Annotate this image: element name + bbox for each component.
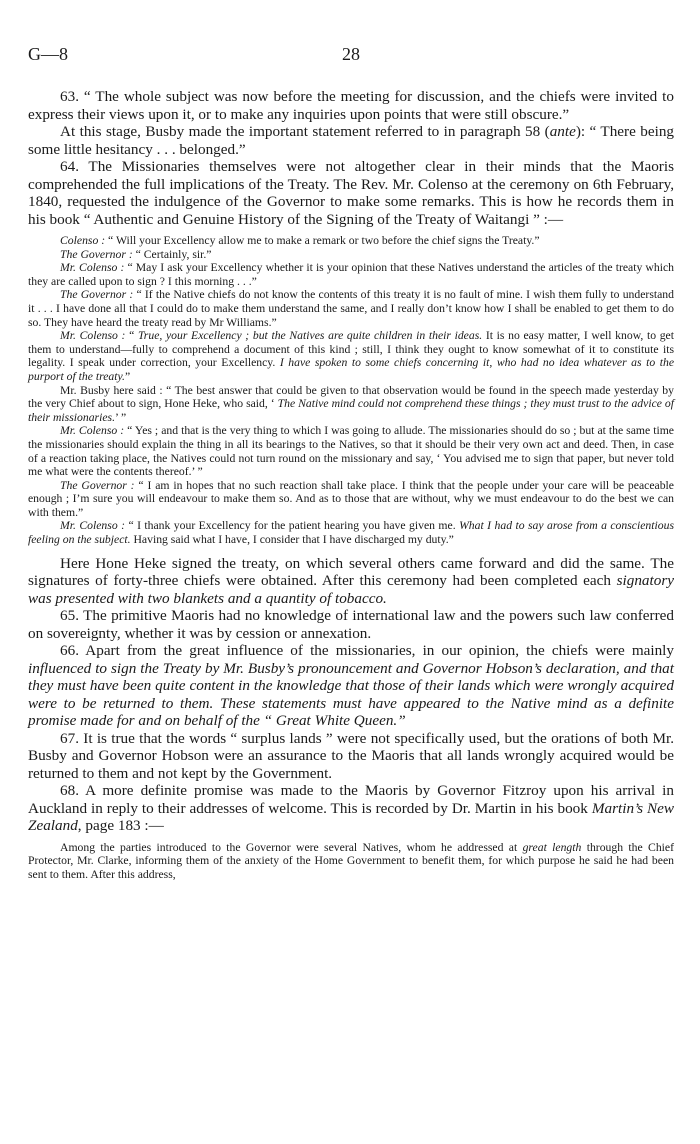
body-paragraph	[28, 607, 674, 642]
page-header	[28, 44, 674, 66]
quoted-paragraph	[28, 479, 674, 520]
italic-text: influenced to sign the Treaty by Mr. Busby’s pronouncement and Governor Hobson’s declaration, and that they must have been quite content in the knowledge that those of their lands which were wrongly acquired were to be returned to them. These statements must have appeared to the Native mind as a definite promise made for and on behalf of the “ Great White Queen.”	[28, 659, 674, 730]
quoted-paragraph	[28, 329, 674, 383]
quoted-paragraph	[28, 288, 674, 329]
document-body	[28, 88, 674, 881]
text-run: ): “ There being some little hesitancy . . . belonged.”	[28, 123, 675, 158]
text-run: 67. It is true that the words “ surplus lands ” were not specifically used, but the orations of both Mr. Busby and Governor Hobson were an assurance to the Maoris that all lands wrongly acquired would be returned to them and not kept by the Government.	[28, 729, 674, 782]
italic-text: Colenso :	[60, 234, 106, 247]
text-run: , page 183 :—	[77, 817, 164, 835]
text-run: “ May I ask your Excellency whether it is your opinion that these Natives understand the articles of the treaty which they are called upon to sign ? I this morning . . .”	[28, 261, 674, 288]
quoted-paragraph	[28, 248, 674, 262]
text-run: “	[125, 329, 138, 343]
text-run: through the Chief Protector, Mr. Clarke, informing them of the anxiety of the Home Government to benefit them, for which purpose he said he had been sent to them. After this address,	[28, 840, 674, 881]
italic-text: Mr. Colenso :	[60, 519, 125, 533]
body-paragraph	[28, 123, 674, 158]
quoted-paragraph	[28, 841, 674, 882]
quoted-paragraph	[28, 261, 674, 288]
italic-text: The Governor :	[60, 247, 133, 261]
page-number: 28	[342, 44, 360, 64]
text-run: Having said what I have, I consider that I have discharged my duty.”	[130, 533, 454, 547]
text-run: “ I am in hopes that no such reaction shall take place. I think that the people under your care will be peaceable enough ; I’m sure you will endeavour to make them so. And as to those that are without, why we must endeavour to do the best we can with them.”	[28, 478, 674, 519]
text-run: At this stage, Busby made the important statement referred to in paragraph 58 (	[60, 123, 550, 140]
document-reference: G—8	[28, 44, 68, 64]
text-run: 68. A more definite promise was made to the Maoris by Governor Fitzroy upon his arrival in Auckland in reply to their addresses of welcome. This is recorded by Dr. Martin in his book	[28, 782, 674, 817]
italic-text: The Governor :	[60, 478, 135, 492]
text-run: It is no easy matter, I well know, to get them to understand—fully to comprehend a document of this kind ; still, I think they ought to know somewhat of it to constitute its legality. I speak under correction, your Excellency.	[28, 329, 674, 370]
italic-text: Mr. Colenso :	[60, 329, 126, 343]
text-run: ’ ”	[115, 410, 127, 424]
quoted-paragraph	[28, 234, 674, 248]
body-paragraph	[28, 642, 674, 730]
italic-text: I have spoken to some chiefs concerning it, who had no idea whatever as to the purport of the treaty.	[28, 356, 675, 383]
italic-text: Mr. Colenso :	[60, 261, 125, 275]
quoted-paragraph	[28, 519, 674, 546]
text-run: “ Will your Excellency allow me to make a remark or two before the chief signs the Treaty.”	[105, 234, 540, 247]
italic-text: Martin’s New Zealand	[28, 799, 674, 835]
quoted-paragraph	[28, 424, 674, 478]
body-paragraph	[28, 158, 674, 228]
quoted-paragraph	[28, 384, 674, 425]
text-run: 63. “ The whole subject was now before the meeting for discussion, and the chiefs were invited to express their views upon it, or to make any inquiries upon points that were still obscure.”	[28, 88, 674, 123]
body-paragraph	[28, 730, 674, 783]
italic-text: What I had to say arose from a conscientious feeling on the subject.	[28, 519, 674, 547]
text-run: 65. The primitive Maoris had no knowledge of international law and the powers such law conferred on sovereignty, whether it was by cession or annexation.	[28, 607, 674, 642]
italic-text: The Governor :	[60, 288, 134, 302]
text-run: “ If the Native chiefs do not know the contents of this treaty it is no fault of mine. I wish them fully to understand it . . . I have done all that I could do to make them understand the same, and I really don’t know how I shall be enabled to get them to do so. They have heard the treaty read by Mr Williams.”	[28, 288, 674, 329]
body-paragraph	[28, 555, 674, 608]
italic-text: great length	[522, 840, 582, 854]
text-run: Mr. Busby here said : “ The best answer that could be given to that observation would be found in the speech made yesterday by the very Chief about to sign, Hone Heke, who said, ‘	[28, 383, 674, 411]
italic-text: signatory was presented with two blankets and a quantity of tobacco.	[28, 572, 674, 607]
text-run: “ I thank your Excellency for the patient hearing you have given me.	[125, 519, 460, 533]
italic-text: ante	[549, 123, 576, 140]
text-run: 64. The Missionaries themselves were not altogether clear in their minds that the Maoris comprehended the full implications of the Treaty. The Rev. Mr. Colenso at the ceremony on 6th February, 1840, requested the indulgence of the Governor to make some remarks. This is how he records them in his book “ Authentic and Genuine History of the Signing of the Treaty of Waitangi ” :—	[28, 158, 674, 228]
text-run: ”	[124, 369, 131, 383]
text-run: Among the parties introduced to the Governor were several Natives, whom he addressed at	[60, 840, 523, 854]
italic-text: The Native mind could not comprehend these things ; they must trust to the advice of their missionaries.	[28, 397, 674, 424]
body-paragraph	[28, 782, 674, 835]
text-run: “ Certainly, sir.”	[132, 247, 212, 261]
body-paragraph	[28, 88, 674, 123]
italic-text: Mr. Colenso :	[60, 424, 125, 438]
italic-text: True, your Excellency ; but the Natives are quite children in their ideas.	[137, 329, 483, 343]
text-run: “ Yes ; and that is the very thing to which I was going to allude. The missionaries should do so ; but at the same time the missionaries should explain the thing in all its bearings to the Natives, so that it should be their very own act and deed. Then, in case of a reaction taking place, the Natives could not turn round on the missionary and say, ‘ You advised me to sign that paper, but never told me what were the contents thereof.’ ”	[28, 424, 674, 479]
text-run: Here Hone Heke signed the treaty, on which several others came forward and did the same. The signatures of forty-three chiefs were obtained. After this ceremony had been completed each	[28, 554, 674, 590]
text-run: 66. Apart from the great influence of the missionaries, in our opinion, the chiefs were mainly	[60, 642, 674, 660]
